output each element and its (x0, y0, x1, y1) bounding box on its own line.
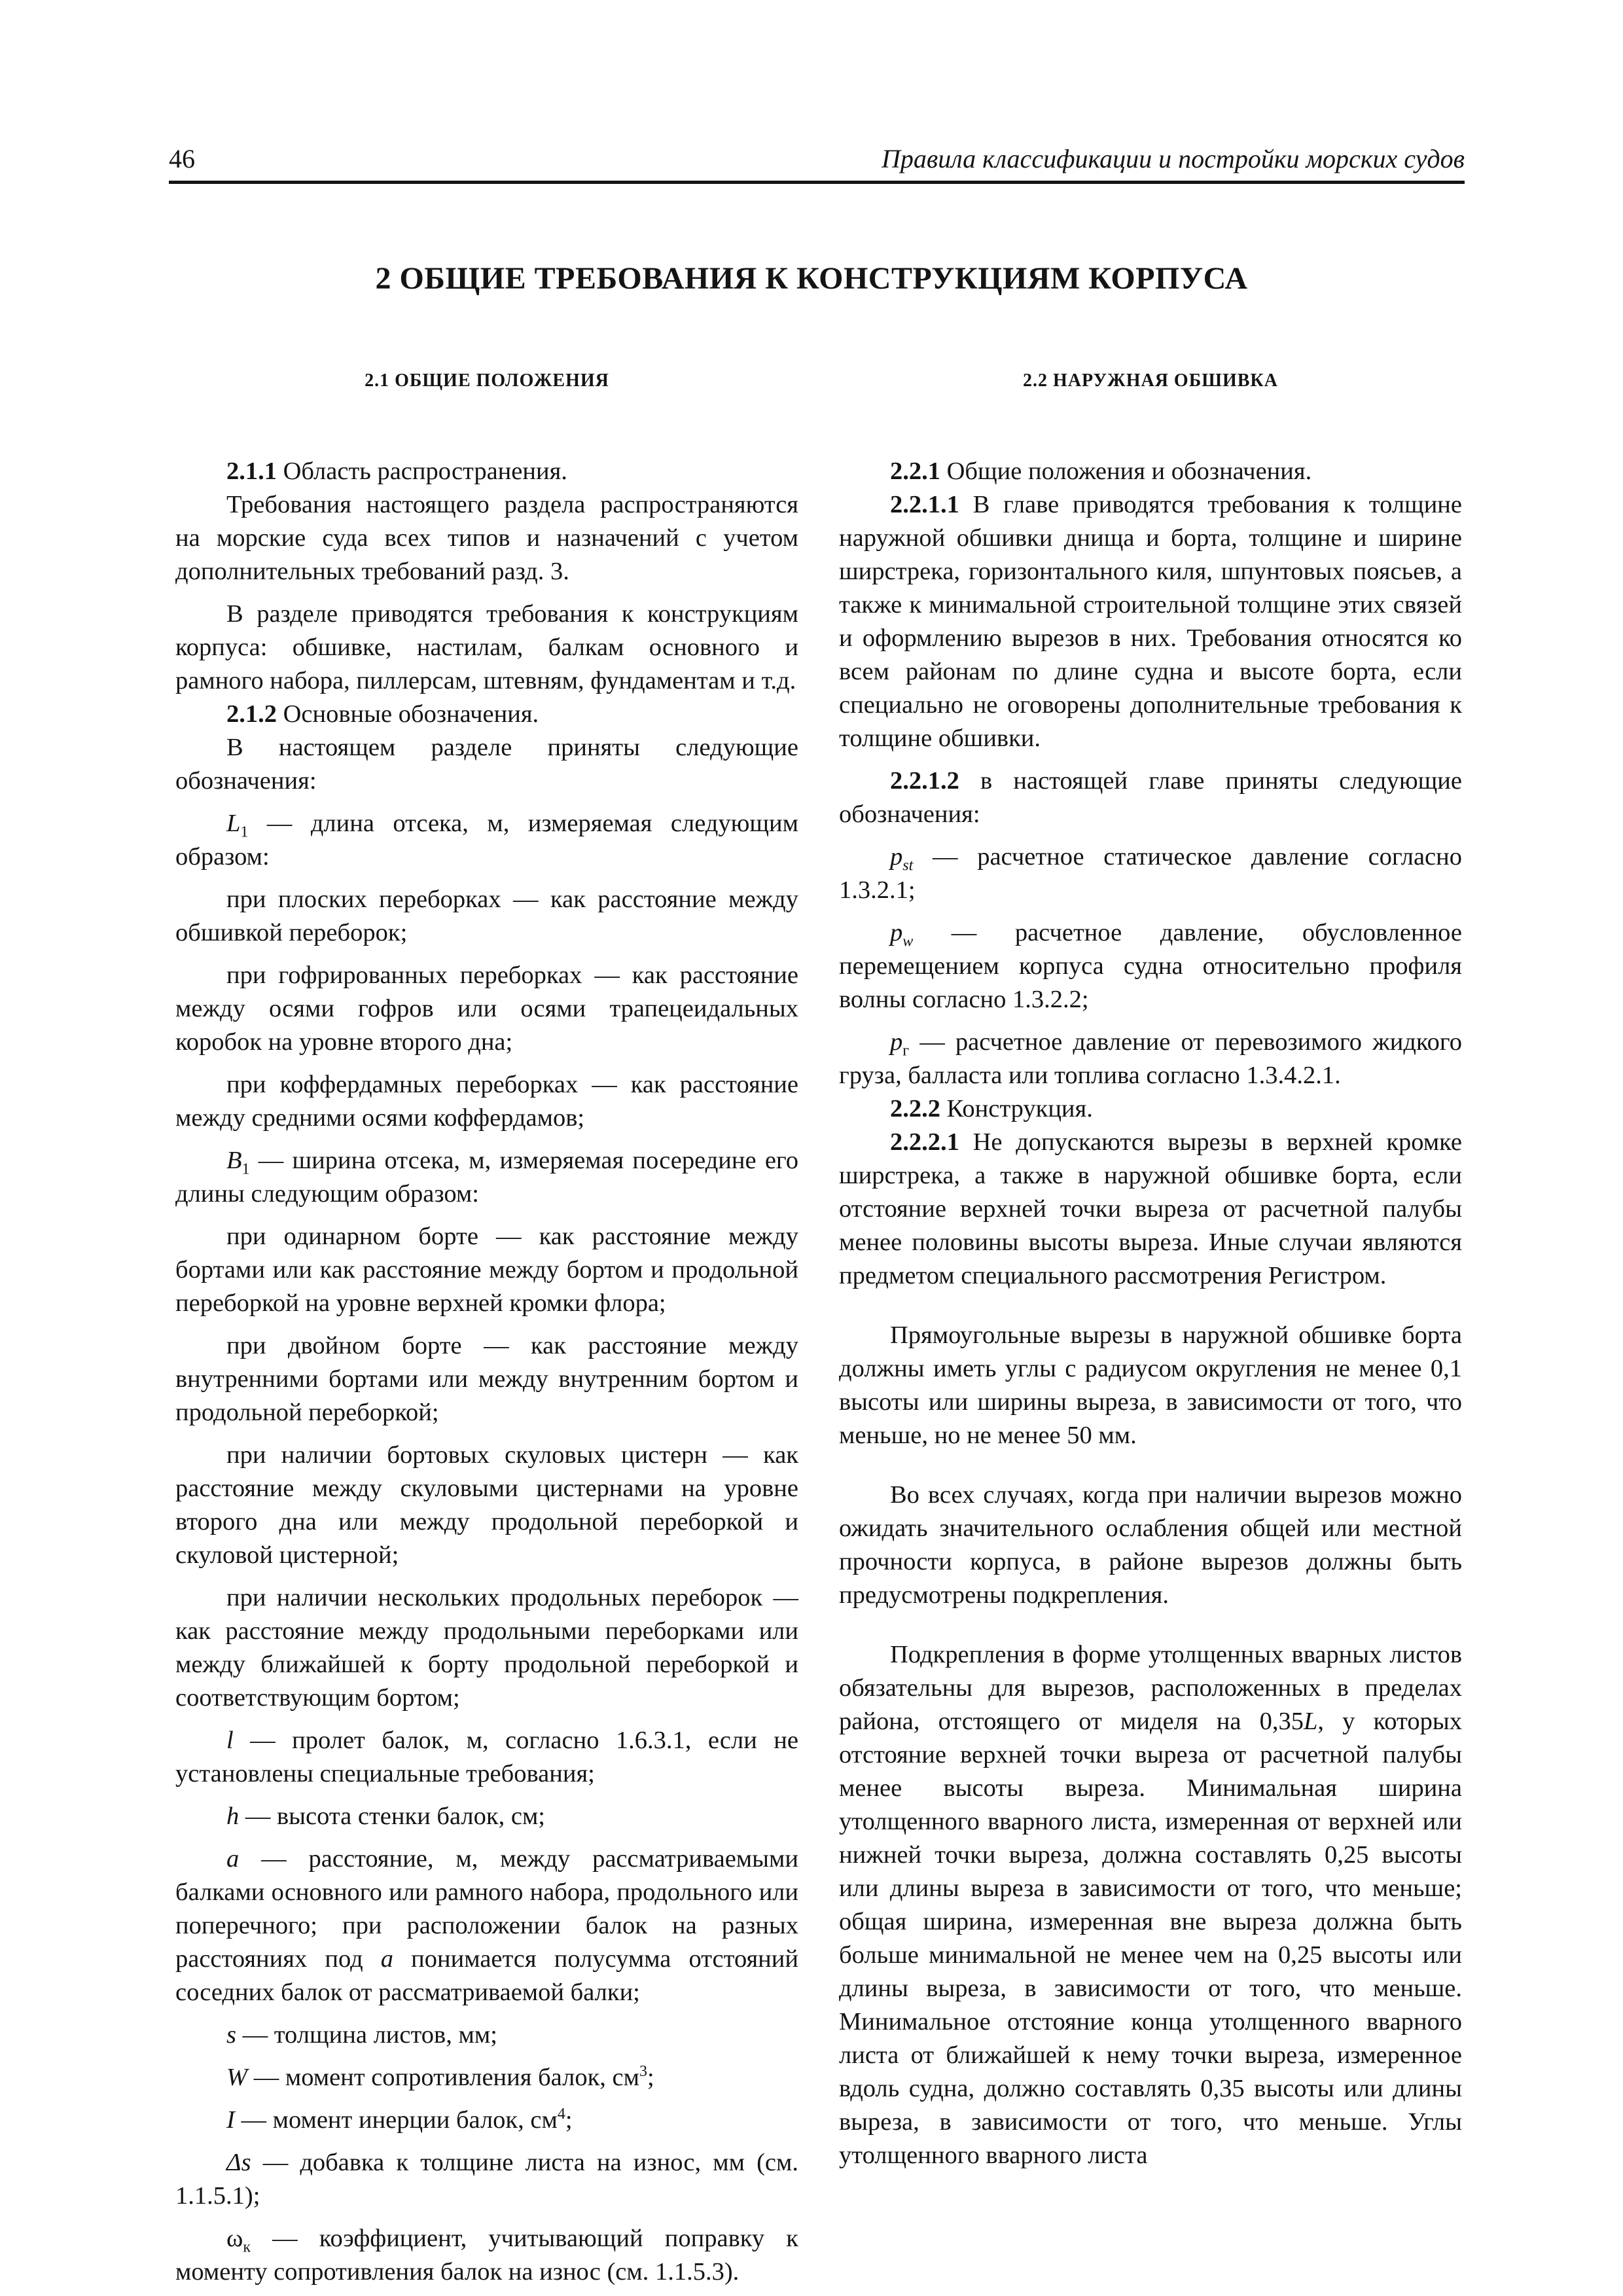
definition-delta-s (175, 2146, 798, 2213)
definition-text: — коэффициент, учитывающий поправку к моменту сопротивления балок на износ (см. 1.1.5.3). (175, 2225, 798, 2286)
symbol: L (226, 810, 241, 837)
definition-text: — расчетное давление от перевозимого жидкого груза, балласта или топлива согласно 1.3.4.2.1. (839, 1028, 1462, 1089)
definition-text: — длина отсека, м, измеряемая следующим образом: (175, 810, 798, 870)
symbol: Δs (226, 2149, 251, 2176)
definition-p-st (839, 840, 1462, 907)
subscript: st (902, 857, 914, 874)
paragraph: при наличии бортовых скуловых цистерн — как расстояние между скуловыми цистернами на уровне второго дна или между продольной переборкой и скуловой цистерной; (175, 1441, 798, 1569)
paragraph: при двойном борте — как расстояние между внутренними бортами или между внутренним бортом и продольной переборкой; (175, 1332, 798, 1426)
clause-2-2-1-1 (839, 488, 1462, 755)
heading-text: Область распространения. (277, 457, 567, 485)
definition-s (175, 2018, 798, 2052)
clause-number: 2.2.1.2 (890, 767, 959, 795)
clause-2-2-2-1 (839, 1126, 1462, 1293)
section-title-2-1: 2.1 ОБЩИЕ ПОЛОЖЕНИЯ (365, 370, 609, 391)
clause-number: 2.1.2 (226, 700, 277, 728)
definition-text: — расстояние, м, между рассматриваемыми балками основного или рамного набора, продольного или поперечного; при расположении балок на разных расстояниях под (175, 1845, 798, 1973)
clause-number: 2.2.2.1 (890, 1128, 959, 1156)
definition-text: — момент инерции балок, см (234, 2106, 558, 2134)
paragraph: при наличии нескольких продольных переборок — как расстояние между продольными переборками или между ближайшей к борту продольной переборкой и соответствующим бортом; (175, 1584, 798, 1712)
definition-l (175, 1724, 798, 1791)
paragraph: В настоящем разделе приняты следующие обозначения: (175, 734, 798, 795)
definition-text: понимается полусумма отстояний соседних балок от рассматриваемой балки; (175, 1945, 798, 2006)
paragraph: В разделе приводятся требования к конструкциям корпуса: обшивке, настилам, балкам основного и рамного набора, пиллерсам, штевням, фундаментам и т.д. (175, 600, 798, 694)
symbol: a (380, 1945, 394, 1973)
definition-h (175, 1800, 798, 1833)
definition-text: — расчетное статическое давление согласно 1.3.2.1; (839, 843, 1462, 904)
subscript: к (243, 2238, 251, 2256)
definition-omega-k (175, 2222, 798, 2289)
paragraph-reinforcement (839, 1638, 1462, 2172)
subscript: г (902, 1042, 910, 1060)
definition-a (175, 1842, 798, 2009)
heading-text: Основные обозначения. (277, 700, 539, 728)
paragraph: при гофрированных переборках — как расстояние между осями гофров или осями трапецеидальных коробок на уровне второго дна; (175, 961, 798, 1056)
clause-2-2-1-2 (839, 764, 1462, 831)
definition-text: — добавка к толщине листа на износ, мм (см. 1.1.5.1); (175, 2149, 798, 2210)
definition-text: — момент сопротивления балок, см (247, 2064, 639, 2091)
heading-2-1-1 (175, 455, 798, 488)
heading-2-1-2 (175, 698, 798, 731)
running-title: Правила классификации и постройки морских судов (881, 144, 1465, 173)
definition-l1 (175, 807, 798, 874)
section-title-2-2: 2.2 НАРУЖНАЯ ОБШИВКА (1023, 370, 1278, 391)
left-column (175, 370, 798, 2289)
symbol: I (226, 2106, 235, 2134)
heading-2-2-1 (839, 455, 1462, 488)
clause-text: В главе приводятся требования к толщине наружной обшивки днища и борта, толщине и ширине ширстрека, горизонтального киля, шпунтовых поясьев, а также к минимальной строительной толщине этих связей и оформлению вырезов в них. Требования относятся ко всем районам по длине судна и высоте борта, если специально не оговорены дополнительные требования к толщине обшивки. (839, 491, 1462, 752)
definition-text: — расчетное давление, обусловленное перемещением корпуса судна относительно профиля волны согласно 1.3.2.2; (839, 919, 1462, 1013)
paragraph-text: , у которых отстояние верхней точки выреза от расчетной палубы менее высоты выреза. Минимальная ширина утолщенного вварного листа, измеренная от верхней или нижней точки выреза, должна составлять 0,25 высоты или длины выреза в зависимости от того, что меньше; общая ширина, измеренная вне выреза должна быть больше минимальной не менее чем на 0,25 высоты или длины выреза, в зависимости от того, что меньше. Минимальное отстояние конца утолщенного вварного листа от ближайшей к нему точки выреза, измеренное вдоль судна, должно составлять 0,35 высоты или длины выреза, в зависимости от того, что меньше. Углы утолщенного вварного листа (839, 1708, 1462, 2169)
heading-text: Конструкция. (940, 1095, 1093, 1122)
chapter-title: 2 ОБЩИЕ ТРЕБОВАНИЯ К КОНСТРУКЦИЯМ КОРПУСА (375, 261, 1248, 296)
symbol: l (226, 1727, 234, 1754)
definition-text: — толщина листов, мм; (236, 2021, 497, 2049)
symbol: p (890, 919, 903, 946)
definition-p-g (839, 1026, 1462, 1092)
superscript: 4 (557, 2106, 565, 2123)
paragraph: при коффердамных переборках — как расстояние между средними осями коффердамов; (175, 1071, 798, 1132)
heading-2-2-2 (839, 1092, 1462, 1126)
clause-number: 2.1.1 (226, 457, 277, 485)
definition-text: — высота стенки балок, см; (239, 1803, 546, 1830)
page-number: 46 (169, 144, 195, 173)
punctuation: ; (647, 2064, 654, 2091)
clause-number: 2.2.1.1 (890, 491, 959, 518)
symbol: ω (226, 2225, 243, 2252)
symbol: h (226, 1803, 240, 1830)
definition-b1 (175, 1144, 798, 1211)
clause-number: 2.2.1 (890, 457, 940, 485)
symbol: a (226, 1845, 240, 1873)
paragraph: при одинарном борте — как расстояние между бортами или как расстояние между бортом и продольной переборкой на уровне верхней кромки флора; (175, 1223, 798, 1317)
subscript: w (902, 933, 914, 950)
definition-text: — пролет балок, м, согласно 1.6.3.1, если не установлены специальные требования; (175, 1727, 798, 1787)
paragraph: Прямоугольные вырезы в наружной обшивке борта должны иметь углы с радиусом округления не менее 0,1 высоты или ширины выреза, в зависимости от того, что меньше, но не менее 50 мм. (839, 1321, 1462, 1449)
running-header (169, 143, 1465, 184)
paragraph: при плоских переборках — как расстояние между обшивкой переборок; (175, 886, 798, 946)
clause-text: в настоящей главе приняты следующие обозначения: (839, 767, 1462, 828)
paragraph: Во всех случаях, когда при наличии вырезов можно ожидать значительного ослабления общей или местной прочности корпуса, в районе вырезов должны быть предусмотрены подкрепления. (839, 1481, 1462, 1609)
symbol: s (226, 2021, 236, 2049)
definition-w (175, 2061, 798, 2094)
symbol: B (226, 1147, 242, 1174)
right-column (839, 370, 1462, 2172)
clause-text: Не допускаются вырезы в верхней кромке ширстрека, а также в наружной обшивке борта, если отстояние верхней точки выреза от расчетной палубы менее половины высоты выреза. Иные случаи являются предметом специального рассмотрения Регистром. (839, 1128, 1462, 1289)
clause-number: 2.2.2 (890, 1095, 940, 1122)
symbol: W (226, 2064, 248, 2091)
subscript: 1 (240, 823, 249, 841)
punctuation: ; (565, 2106, 573, 2134)
superscript: 3 (639, 2063, 647, 2081)
subscript: 1 (241, 1160, 250, 1178)
symbol: p (890, 1028, 903, 1056)
paragraph: Требования настоящего раздела распространяются на морские суда всех типов и назначений с учетом дополнительных требований разд. 3. (175, 491, 798, 585)
symbol: L (1303, 1708, 1318, 1735)
definition-i (175, 2104, 798, 2137)
definition-p-w (839, 916, 1462, 1016)
symbol: p (890, 843, 903, 870)
heading-text: Общие положения и обозначения. (940, 457, 1312, 485)
definition-text: — ширина отсека, м, измеряемая посередине его длины следующим образом: (175, 1147, 798, 1208)
paragraph-text: Подкрепления в форме утолщенных вварных листов обязательны для вырезов, расположенных в пределах района, отстоящего от миделя на 0,35 (839, 1641, 1462, 1735)
